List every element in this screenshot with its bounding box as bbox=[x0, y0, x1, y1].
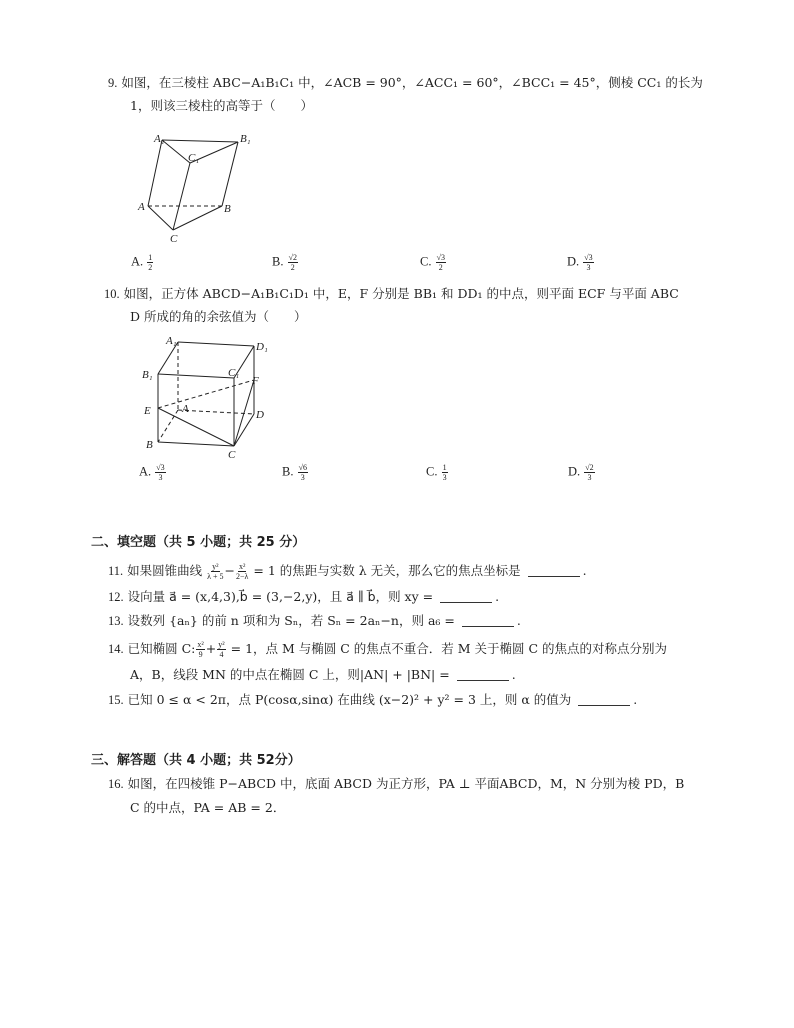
q14-end: . bbox=[511, 667, 516, 682]
q13 bbox=[108, 612, 521, 630]
option-label: D. bbox=[568, 464, 581, 479]
q14-plus: + bbox=[205, 641, 217, 656]
q10-line2 bbox=[130, 308, 307, 326]
option-fraction: $\frac{√3}{3}$ bbox=[156, 463, 165, 482]
label-e: E bbox=[144, 405, 151, 417]
edge-c1c bbox=[173, 163, 190, 230]
q10-stem-line2: D 所成的角的余弦值为（ ） bbox=[130, 309, 307, 324]
q9-line1 bbox=[108, 74, 703, 92]
edge-b1b bbox=[222, 142, 238, 206]
option-label: B. bbox=[272, 254, 284, 269]
q14-text-line2: A，B，线段 MN 的中点在椭圆 C 上，则|AN| + |BN| = bbox=[130, 667, 450, 682]
q10-option-a bbox=[139, 463, 167, 482]
option-fraction: $\frac{√6}{3}$ bbox=[298, 463, 307, 482]
edge-bc bbox=[158, 442, 234, 446]
label-a1: A₁ bbox=[166, 335, 177, 347]
section-2-title: 二、填空题（共 5 小题；共 25 分） bbox=[91, 535, 306, 550]
q9-option-c bbox=[420, 253, 447, 272]
q9-stem-line2: 1，则该三棱柱的高等于（ ） bbox=[130, 98, 313, 113]
q9-number: 9. bbox=[108, 76, 118, 90]
q14-fraction-1: $\frac{\text{x²}}{9}$ bbox=[197, 640, 204, 659]
q12-number: 12. bbox=[108, 590, 124, 604]
q13-answer-blank[interactable] bbox=[462, 614, 514, 627]
q15-number: 15. bbox=[108, 693, 124, 707]
q11-end: . bbox=[582, 563, 587, 578]
q11-minus: − bbox=[224, 563, 236, 578]
q11-answer-blank[interactable] bbox=[528, 564, 580, 577]
q10-stem-line1: 如图，正方体 ABCD−A₁B₁C₁D₁ 中，E，F 分别是 BB₁ 和 DD₁ 的中点，则平面 ECF 与平面 ABC bbox=[123, 286, 679, 301]
label-a1: A₁ bbox=[154, 133, 165, 145]
option-label: D. bbox=[567, 254, 580, 269]
label-b: B bbox=[146, 439, 153, 451]
q16-number: 16. bbox=[108, 777, 124, 791]
edge-ef-hidden bbox=[158, 380, 254, 408]
q9-prism-figure bbox=[130, 128, 260, 246]
label-a: A bbox=[182, 403, 189, 415]
q13-end: . bbox=[516, 613, 521, 628]
label-a: A bbox=[138, 201, 145, 213]
label-f: F bbox=[252, 375, 259, 387]
q15-text: 已知 0 ≤ α < 2π，点 P(cosα,sinα) 在曲线 (x−2)² + y² = 3 上，则 α 的值为 bbox=[127, 692, 572, 707]
label-d1: D₁ bbox=[256, 341, 268, 353]
section-3-title: 三、解答题（共 4 小题；共 52分） bbox=[91, 753, 301, 768]
q16-stem-line2: C 的中点，PA = AB = 2． bbox=[130, 800, 286, 815]
q14-fraction-2: $\frac{\text{y²}}{4}$ bbox=[218, 640, 225, 659]
q10-option-c bbox=[426, 463, 449, 482]
label-b: B bbox=[224, 203, 231, 215]
q9-line2 bbox=[130, 97, 313, 115]
edge-a1c1 bbox=[162, 140, 190, 163]
q10-number: 10. bbox=[104, 287, 120, 301]
q14-line2 bbox=[130, 666, 516, 684]
option-fraction: $\frac{1}{2}$ bbox=[148, 253, 153, 272]
option-label: A. bbox=[139, 464, 152, 479]
option-fraction: $\frac{1}{3}$ bbox=[442, 463, 447, 482]
q13-text: 设数列 {aₙ} 的前 n 项和为 Sₙ，若 Sₙ = 2aₙ−n，则 a₆ = bbox=[127, 613, 455, 628]
label-c: C bbox=[228, 449, 236, 461]
edge-cd bbox=[234, 414, 254, 446]
edge-a1a bbox=[148, 140, 162, 206]
option-fraction: $\frac{√3}{3}$ bbox=[584, 253, 593, 272]
label-c: C bbox=[170, 233, 178, 245]
q12-answer-blank[interactable] bbox=[440, 590, 492, 603]
option-fraction: $\frac{√2}{3}$ bbox=[585, 463, 594, 482]
edge-ec bbox=[158, 408, 234, 446]
q11-fraction-1: $\frac{\text{y²}}{\lambda + 5}$ bbox=[207, 562, 224, 581]
q16-line2 bbox=[130, 799, 285, 817]
edge-ad-hidden bbox=[178, 410, 254, 414]
edge-ac bbox=[148, 206, 173, 230]
q9-option-a bbox=[131, 253, 154, 272]
edge-a1b1 bbox=[162, 140, 238, 142]
q10-line1 bbox=[104, 285, 679, 303]
option-fraction: $\frac{√3}{2}$ bbox=[436, 253, 445, 272]
q15-answer-blank[interactable] bbox=[578, 693, 630, 706]
label-d: D bbox=[256, 409, 264, 421]
q9-option-b bbox=[272, 253, 299, 272]
q10-option-b bbox=[282, 463, 309, 482]
q16-line1 bbox=[108, 775, 684, 793]
option-label: A. bbox=[131, 254, 144, 269]
option-label: C. bbox=[426, 464, 438, 479]
q11-text-post: = 1 的焦距与实数 λ 无关，那么它的焦点坐标是 bbox=[253, 563, 521, 578]
q11-number: 11. bbox=[108, 564, 124, 578]
option-fraction: $\frac{√2}{2}$ bbox=[288, 253, 297, 272]
q12-end: . bbox=[495, 589, 500, 604]
option-label: B. bbox=[282, 464, 294, 479]
q11-text-pre: 如果圆锥曲线 bbox=[127, 563, 203, 578]
q10-cube-figure bbox=[138, 332, 278, 462]
q12-text: 设向量 a⃗ = (x,4,3),b⃗ = (3,−2,y)，且 a⃗ ∥ b⃗，则 xy = bbox=[127, 589, 434, 604]
label-b1: B₁ bbox=[240, 133, 251, 145]
label-c1: C₁ bbox=[188, 152, 200, 164]
label-b1: B₁ bbox=[142, 369, 153, 381]
q9-stem-line1: 如图，在三棱柱 ABC−A₁B₁C₁ 中，∠ACB = 90°，∠ACC₁ = 60°，∠BCC₁ = 45°，侧棱 CC₁ 的长为 bbox=[121, 75, 703, 90]
option-label: C. bbox=[420, 254, 432, 269]
edge-bc bbox=[173, 206, 222, 230]
edge-a1d1 bbox=[178, 342, 254, 346]
q11 bbox=[108, 562, 587, 581]
label-c1: C₁ bbox=[228, 367, 240, 379]
q13-number: 13. bbox=[108, 614, 124, 628]
q15-end: . bbox=[633, 692, 638, 707]
q14-text-post: = 1，点 M 与椭圆 C 的焦点不重合．若 M 关于椭圆 C 的焦点的对称点分别为 bbox=[230, 641, 668, 656]
q14-answer-blank[interactable] bbox=[457, 668, 509, 681]
q16-stem-line1: 如图，在四棱锥 P−ABCD 中，底面 ABCD 为正方形，PA ⊥ 平面ABCD，M，N 分别为棱 PD，B bbox=[127, 776, 685, 791]
edge-b1c1 bbox=[158, 374, 234, 378]
q14-number: 14. bbox=[108, 642, 124, 656]
q14-text-pre: 已知椭圆 C: bbox=[127, 641, 196, 656]
q9-option-d bbox=[567, 253, 595, 272]
q10-option-d bbox=[568, 463, 596, 482]
q12 bbox=[108, 588, 499, 606]
q11-fraction-2: $\frac{\text{x²}}{2-\lambda}$ bbox=[236, 562, 249, 581]
edge-ab-hidden bbox=[158, 410, 178, 442]
q14-line1 bbox=[108, 640, 667, 659]
q15 bbox=[108, 691, 637, 709]
